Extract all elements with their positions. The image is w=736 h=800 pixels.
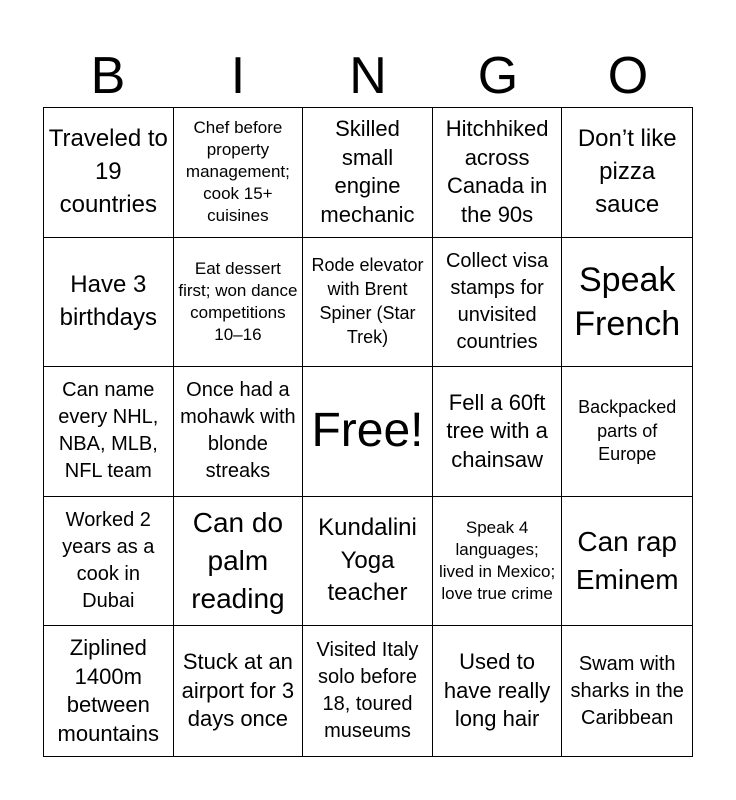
bingo-cell[interactable] [174, 367, 304, 497]
header-letter-g: G [477, 47, 519, 105]
cell-text: Worked 2 years as a cook in Dubai [62, 509, 155, 613]
bingo-cell[interactable] [433, 108, 563, 238]
cell-text: Can rap Eminem [575, 526, 679, 596]
bingo-cell[interactable] [174, 238, 304, 368]
bingo-cell[interactable] [44, 108, 174, 238]
cell-text: Rode elevator with Brent Spiner (Star Trek) [311, 255, 424, 347]
free-space-label: Free! [311, 404, 424, 458]
cell-text: Stuck at an airport for 3 days once [181, 649, 295, 732]
cell-text: Once had a mohawk with blonde streaks [180, 379, 296, 483]
cell-text: Backpacked parts of Europe [578, 396, 677, 465]
cell-text: Used to have really long hair [443, 649, 551, 732]
bingo-cell[interactable] [44, 367, 174, 497]
bingo-cell[interactable] [303, 626, 433, 756]
bingo-cell[interactable] [562, 367, 692, 497]
cell-text: Can name every NHL, NBA, MLB, NFL team [58, 379, 159, 483]
bingo-header [43, 48, 693, 104]
cell-text: Eat dessert first; won dance competitions 10–16 [178, 258, 298, 344]
bingo-cell[interactable] [433, 367, 563, 497]
bingo-cell[interactable] [433, 497, 563, 627]
cell-text: Swam with sharks in the Caribbean [570, 652, 684, 729]
header-letter-i: I [230, 47, 246, 105]
bingo-cell[interactable] [303, 238, 433, 368]
cell-text: Speak French [574, 260, 681, 343]
bingo-cell[interactable] [44, 238, 174, 368]
bingo-cell[interactable] [174, 497, 304, 627]
cell-text: Collect visa stamps for unvisited countries [445, 249, 549, 353]
cell-text: Have 3 birthdays [59, 271, 157, 331]
bingo-cell[interactable] [303, 497, 433, 627]
bingo-cell[interactable] [562, 108, 692, 238]
free-space-cell[interactable] [303, 367, 433, 497]
bingo-cell[interactable] [433, 238, 563, 368]
bingo-board [43, 107, 693, 757]
bingo-cell[interactable] [44, 497, 174, 627]
bingo-cell[interactable] [44, 626, 174, 756]
cell-text: Traveled to 19 countries [48, 125, 168, 218]
bingo-cell[interactable] [562, 626, 692, 756]
bingo-cell[interactable] [303, 108, 433, 238]
header-letter-n: N [349, 47, 387, 105]
header-letter-b: B [90, 47, 126, 105]
cell-text: Fell a 60ft tree with a chainsaw [446, 389, 548, 472]
cell-text: Speak 4 languages; lived in Mexico; love true crime [438, 517, 556, 604]
cell-text: Kundalini Yoga teacher [318, 514, 417, 607]
cell-text: Hitchhiked across Canada in the 90s [445, 116, 549, 227]
bingo-cell[interactable] [433, 626, 563, 756]
header-letter-o: O [607, 47, 649, 105]
cell-text: Visited Italy solo before 18, toured museums [316, 639, 419, 743]
bingo-cell[interactable] [562, 497, 692, 627]
bingo-cell[interactable] [174, 108, 304, 238]
cell-text: Chef before property management; cook 15+ cuisines [185, 118, 290, 226]
cell-text: Don’t like pizza sauce [577, 125, 677, 218]
bingo-cell[interactable] [562, 238, 692, 368]
cell-text: Skilled small engine mechanic [320, 116, 415, 227]
cell-text: Ziplined 1400m between mountains [57, 635, 160, 746]
cell-text: Can do palm reading [191, 506, 285, 615]
bingo-cell[interactable] [174, 626, 304, 756]
